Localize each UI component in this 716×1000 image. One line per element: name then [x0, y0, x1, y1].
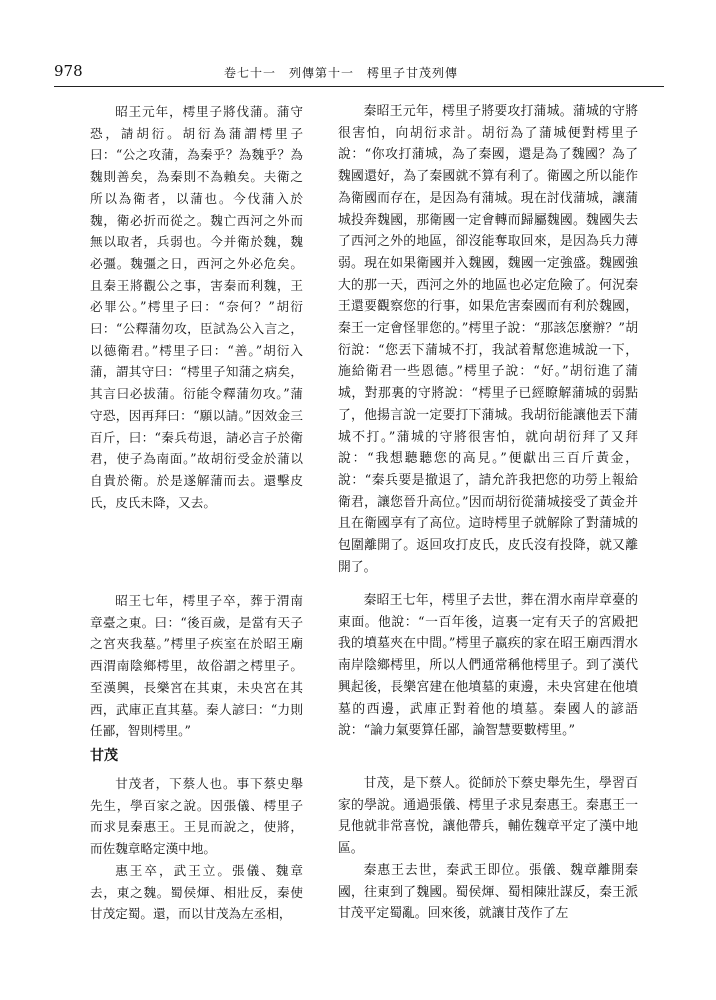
translation-column-section-4	[338, 860, 638, 925]
original-column-section-2	[90, 590, 303, 742]
translation-column-section-1	[338, 101, 638, 578]
translation-column-section-2	[338, 590, 638, 742]
translation-text: 秦惠王去世，秦武王即位。張儀、魏章離開秦國，往東到了魏國。蜀侯煇、蜀相陳壯謀反，秦王派甘茂平定蜀亂。回來後，就讓甘茂作了左	[338, 863, 638, 922]
section-heading: 甘茂	[90, 748, 118, 764]
original-text: 惠王卒，武王立。張儀、魏章去，東之魏。蜀侯煇、相壯反，秦使甘茂定蜀。還，而以甘茂為左丞相，	[90, 863, 303, 922]
translation-text: 秦昭王七年，樗里子去世，葬在渭水南岸章臺的東面。他說：“一百年後，這裏一定有天子的宮殿把我的墳墓夾在中間。”樗里子嬴疾的家在昭王廟西渭水南岸陰鄉樗里，所以人們通常稱他樗里子。到了漢代興起後，長樂宮建在他墳墓的東邊，未央宮建在他墳墓的西邊，武庫正對着他的墳墓。秦國人的諺語說：“論力氣要算任鄙，論智慧要數樗里。”	[338, 593, 638, 739]
running-head: 卷七十一 列傳第十一 樗里子甘茂列傳	[224, 66, 459, 80]
original-column-section-4	[90, 860, 303, 925]
original-text: 昭王元年，樗里子將伐蒲。蒲守恐，請胡衍。胡衍為蒲謂樗里子曰：“公之攻蒲，為秦乎？為魏乎？為魏則善矣，為秦則不為賴矣。夫衛之所以為衛者，以蒲也。今伐蒲入於魏，衛必折而從之。魏亡西河之外而無以取者，兵弱也。今并衛於魏，魏必彊。魏彊之日，西河之外必危矣。且秦王將觀公之事，害秦而利魏，王必罪公。”樗里子曰：“奈何？”胡衍曰：“公釋蒲勿攻，臣試為公入言之，以德衛君。”樗里子曰：“善。”胡衍入蒲，謂其守曰：“樗里子知蒲之病矣，其言曰必拔蒲。衍能令釋蒲勿攻。”蒲守恐，因再拜曰：“願以請。”因效金三百斤，曰：“秦兵苟退，請必言子於衛君，使子為南面。”故胡衍受金於蒲以自貴於衛。於是遂解蒲而去。還擊皮氏，皮氏未降，又去。	[90, 104, 303, 510]
original-text: 昭王七年，樗里子卒，葬于渭南章臺之東。曰：“後百歲，是當有天子之宮夾我墓。”樗里子疾室在於昭王廟西渭南陰鄉樗里，故俗謂之樗里子。至漢興，長樂宮在其東，未央宮在其西，武庫正直其墓。秦人諺曰：“力則任鄙，智則樗里。”	[90, 593, 303, 739]
header-rule	[54, 86, 664, 87]
original-text: 甘茂者，下蔡人也。事下蔡史舉先生，學百家之說。因張儀、樗里子而求見秦惠王。王見而說之，使將，而佐魏章略定漢中地。	[90, 776, 303, 857]
original-column-section-1	[90, 101, 303, 513]
translation-column-section-3	[338, 773, 638, 860]
original-column-section-3	[90, 773, 303, 860]
translation-text: 秦昭王元年，樗里子將要攻打蒲城。蒲城的守將很害怕，向胡衍求計。胡衍為了蒲城便對樗里子說：“你攻打蒲城，為了秦國，還是為了魏國？為了魏國還好，為了秦國就不算有利了。衛國之所以能作為衛國而存在，是因為有蒲城。現在討伐蒲城，讓蒲城投奔魏國，那衛國一定會轉而歸屬魏國。魏國失去了西河之外的地區，卻沒能奪取回來，是因為兵力薄弱。現在如果衛國并入魏國，魏國一定強盛。魏國強大的那一天，西河之外的地區也必定危險了。何況秦王還要觀察您的行事，如果危害秦國而有利於魏國，秦王一定會怪罪您的。”樗里子說：“那該怎麼辦？”胡衍說：“您丟下蒲城不打，我試着幫您進城說一下，施給衛君一些恩德。”樗里子說：“好。”胡衍進了蒲城，對那裏的守將說：“樗里子已經瞭解蒲城的弱點了，他揚言說一定要打下蒲城。我胡衍能讓他丟下蒲城不打。”蒲城的守將很害怕，就向胡衍拜了又拜說：“我想聽聽您的高見。”便獻出三百斤黃金，說：“秦兵要是撤退了，請允許我把您的功勞上報給衛君，讓您晉升高位。”因而胡衍從蒲城接受了黃金并且在衛國享有了高位。這時樗里子就解除了對蒲城的包圍離開了。返回攻打皮氏，皮氏沒有投降，就又離開了。	[338, 104, 638, 575]
page-header	[54, 58, 664, 84]
page-number: 978	[54, 62, 83, 80]
translation-text: 甘茂，是下蔡人。從師於下蔡史舉先生，學習百家的學說。通過張儀、樗里子求見秦惠王。秦惠王一見他就非常喜悅，讓他帶兵，輔佐魏章平定了漢中地區。	[338, 776, 638, 857]
